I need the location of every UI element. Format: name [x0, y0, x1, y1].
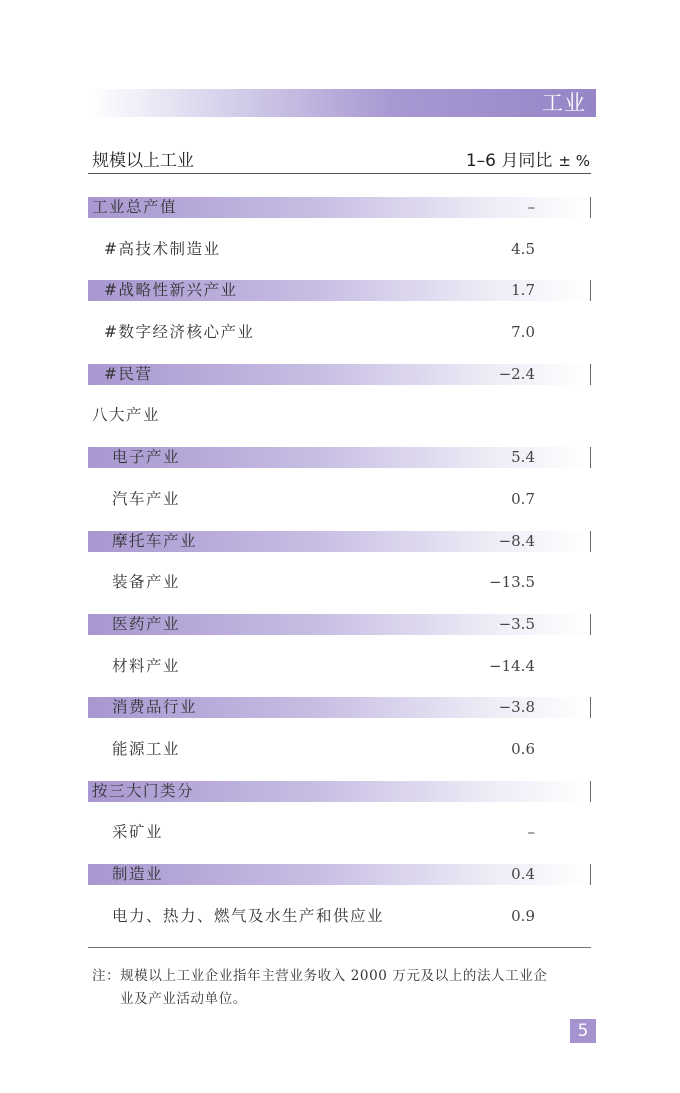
data-table	[88, 194, 591, 944]
footnote-line-1: 注：规模以上工业企业指年主营业务收入 2000 万元及以上的法人工业企	[92, 968, 548, 984]
row-value: –	[527, 823, 535, 842]
row-label: 工业总产值	[92, 198, 178, 216]
table-bottom-divider	[88, 947, 591, 948]
table-row	[88, 444, 591, 486]
row-value: −8.4	[498, 531, 535, 550]
table-header-period	[466, 146, 590, 171]
row-label: 医药产业	[112, 614, 181, 633]
row-label: 电力、热力、燃气及水生产和供应业	[112, 906, 385, 925]
row-value: 0.7	[511, 489, 535, 508]
row-band-end-mark	[590, 364, 591, 385]
period-label: 1–6 月同比	[465, 151, 553, 171]
table-row	[88, 611, 591, 653]
row-value: −3.8	[498, 698, 535, 717]
table-row	[88, 486, 591, 528]
row-value: 7.0	[511, 323, 535, 342]
row-label: 按三大门类分	[92, 781, 195, 800]
row-value: −3.5	[498, 614, 535, 633]
table-row	[88, 528, 591, 570]
table-row	[88, 361, 591, 403]
table-row	[88, 903, 591, 945]
row-value: 4.5	[511, 239, 535, 258]
table-row	[88, 653, 591, 695]
row-value: 0.4	[511, 865, 535, 883]
table-row	[88, 736, 591, 778]
row-label: 消费品行业	[112, 698, 198, 717]
table-row	[88, 194, 591, 236]
row-label: 装备产业	[112, 573, 181, 592]
table-row	[88, 277, 591, 319]
section-banner	[88, 89, 596, 117]
row-value: 0.6	[511, 739, 535, 758]
row-label: 八大产业	[92, 406, 161, 425]
row-label: 能源工业	[112, 739, 181, 758]
row-label: 制造业	[112, 865, 164, 883]
row-label: #高技术制造业	[104, 239, 221, 258]
table-row	[88, 569, 591, 611]
row-value: −2.4	[498, 364, 535, 383]
row-band-end-mark	[590, 781, 591, 802]
header-divider	[88, 173, 591, 174]
row-band-end-mark	[590, 614, 591, 635]
row-label: 摩托车产业	[112, 531, 198, 550]
row-band-end-mark	[590, 864, 591, 885]
row-value: 5.4	[511, 448, 535, 467]
row-value: 1.7	[511, 281, 535, 300]
row-value: −14.4	[489, 656, 535, 675]
row-label: 材料产业	[112, 656, 181, 675]
row-label: #战略性新兴产业	[104, 281, 238, 300]
row-band-end-mark	[590, 280, 591, 301]
footnote-line-2: 业及产业活动单位。	[120, 991, 247, 1007]
row-label: #数字经济核心产业	[104, 323, 255, 342]
table-header-label: 规模以上工业	[92, 151, 194, 171]
row-band-end-mark	[590, 697, 591, 718]
table-row	[88, 236, 591, 278]
row-band-end-mark	[590, 531, 591, 552]
table-row	[88, 402, 591, 444]
footnote	[92, 965, 592, 1011]
row-band-end-mark	[590, 197, 591, 218]
table-row	[88, 778, 591, 820]
row-value: −13.5	[489, 573, 535, 592]
table-row	[88, 319, 591, 361]
row-label: 电子产业	[112, 448, 181, 467]
row-band-end-mark	[590, 447, 591, 468]
row-label: #民营	[104, 364, 153, 383]
table-row	[88, 819, 591, 861]
row-label: 采矿业	[112, 823, 164, 842]
unit-label: ± %	[558, 152, 590, 170]
row-label: 汽车产业	[112, 489, 181, 508]
page-number: 5	[570, 1019, 596, 1043]
row-value: –	[527, 198, 535, 216]
table-row	[88, 694, 591, 736]
section-title: 工业	[542, 91, 586, 115]
table-row	[88, 861, 591, 903]
row-value: 0.9	[511, 906, 535, 925]
